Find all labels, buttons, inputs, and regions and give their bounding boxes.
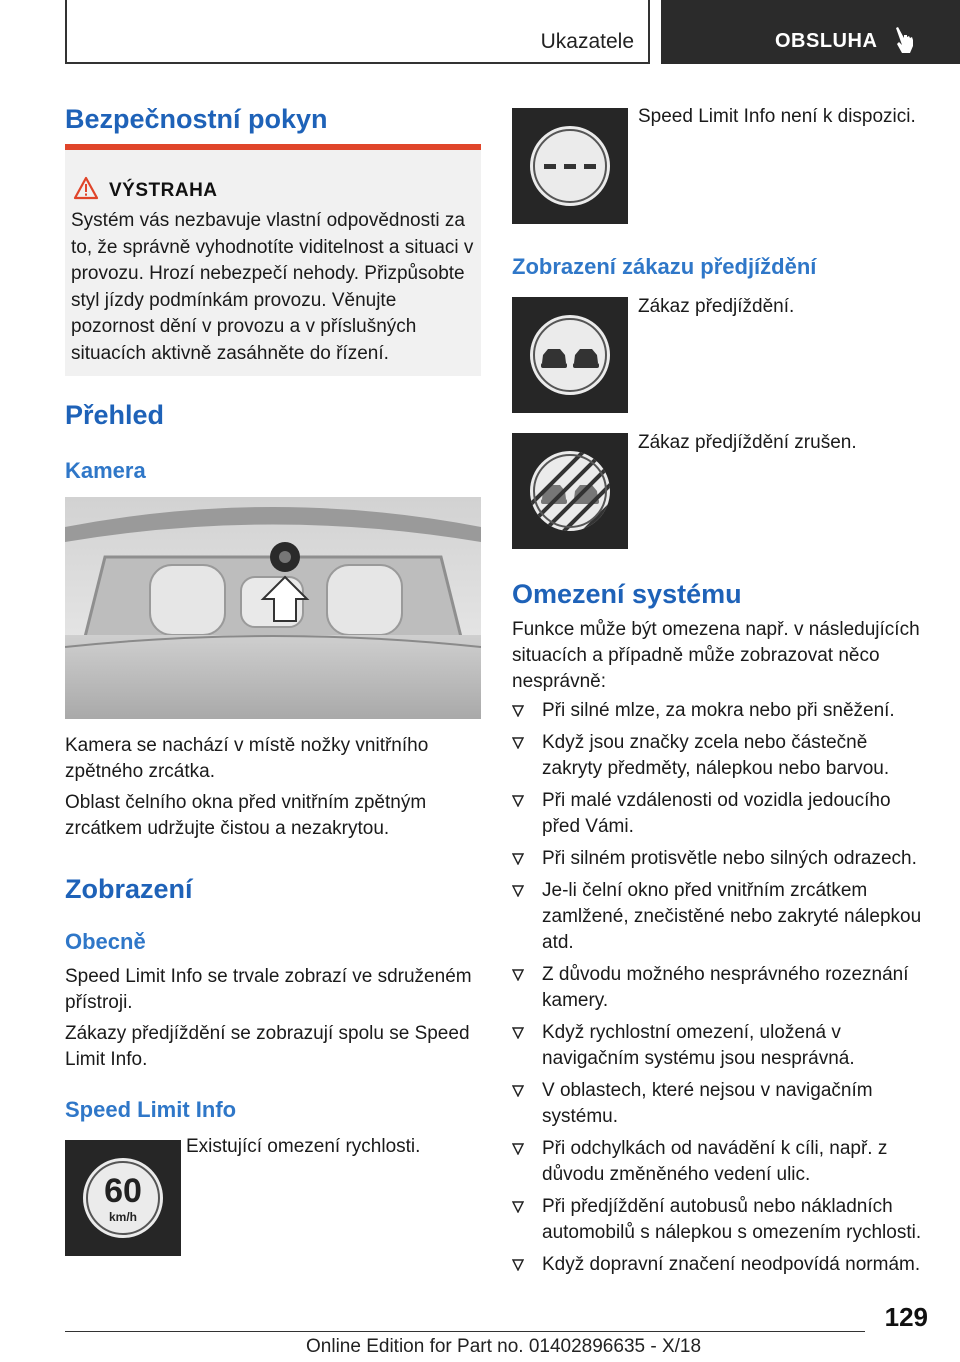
list-item: Je-li čelní okno před vnitřním zrcátkem zamlžené, znečistěné nebo zakryté nálepkou atd.: [512, 878, 922, 956]
sign-speed-value: 60: [104, 1172, 142, 1210]
general-title: Obecně: [65, 929, 146, 954]
camera-location-photo: [65, 497, 481, 719]
pointing-hand-icon: [893, 26, 915, 54]
speed-limit-unavailable-sign: [512, 108, 628, 224]
list-item: V oblastech, které nejsou v navigačním systému.: [512, 1078, 922, 1130]
triangle-bullet-icon: [512, 853, 524, 865]
overtaking-title: Zobrazení zákazu předjíždění: [512, 254, 817, 279]
list-item: Když dopravní značení neodpovídá normám.: [512, 1252, 922, 1278]
car-interior-illustration: [65, 497, 481, 719]
list-item: Při silné mlze, za mokra nebo při sněžení.: [512, 698, 922, 724]
list-item: Když rychlostní omezení, uložená v navigačním systému jsou nesprávná.: [512, 1020, 922, 1072]
system-limits-intro: Funkce může být omezena např. v následujících situacích a případně může zobrazovat něco nesprávně:: [512, 619, 920, 692]
section-tab: [65, 0, 650, 64]
display-title: Zobrazení: [65, 874, 193, 904]
warning-triangle-icon: [73, 176, 99, 200]
triangle-bullet-icon: [512, 1201, 524, 1213]
triangle-bullet-icon: [512, 705, 524, 717]
triangle-bullet-icon: [512, 1085, 524, 1097]
triangle-bullet-icon: [512, 1027, 524, 1039]
warning-label: VÝSTRAHA: [109, 180, 218, 201]
general-paragraph-1: Speed Limit Info se trvale zobrazí ve sdruženém přístroji.: [65, 966, 472, 1013]
camera-paragraph-1: Kamera se nachází v místě nožky vnitřního zpětného zrcátka.: [65, 735, 429, 782]
triangle-bullet-icon: [512, 737, 524, 749]
overview-title: Přehled: [65, 400, 165, 430]
triangle-bullet-icon: [512, 885, 524, 897]
system-limits-list: [512, 698, 922, 1284]
unavailable-caption: Speed Limit Info není k dispozici.: [638, 106, 916, 127]
list-item: Při malé vzdálenosti od vozidla jedoucího před Vámi.: [512, 788, 922, 840]
system-limits-title: Omezení systému: [512, 579, 742, 609]
no-overtaking-caption: Zákaz předjíždění.: [638, 296, 795, 317]
edition-note: Online Edition for Part no. 01402896635 - X/18: [306, 1336, 702, 1357]
chapter-label: OBSLUHA: [775, 30, 878, 52]
triangle-bullet-icon: [512, 969, 524, 981]
speed-limit-60-sign: [65, 1140, 181, 1256]
camera-paragraph-2: Oblast čelního okna před vnitřním zpětným zrcátkem udržujte čistou a nezakrytou.: [65, 792, 427, 839]
no-overtaking-sign: [512, 297, 628, 413]
list-item: Při odchylkách od navádění k cíli, např. z důvodu změněného vedení ulic.: [512, 1136, 922, 1188]
warning-box: [65, 144, 481, 376]
speed-limit-caption: Existující omezení rychlosti.: [186, 1136, 421, 1157]
chapter-tab: [661, 0, 960, 64]
triangle-bullet-icon: [512, 1259, 524, 1271]
footer-divider: [65, 1331, 865, 1332]
end-no-overtaking-caption: Zákaz předjíždění zrušen.: [638, 432, 857, 453]
page-header: [65, 0, 960, 64]
list-item: Z důvodu možného nesprávného rozeznání kamery.: [512, 962, 922, 1014]
section-label: Ukazatele: [540, 30, 634, 53]
safety-title: Bezpečnostní pokyn: [65, 104, 328, 134]
general-paragraph-2: Zákazy předjíždění se zobrazují spolu se Speed Limit Info.: [65, 1023, 470, 1070]
list-item: Při silném protisvětle nebo silných odrazech.: [512, 846, 922, 872]
speed-limit-info-title: Speed Limit Info: [65, 1097, 237, 1122]
triangle-bullet-icon: [512, 795, 524, 807]
page-number: 129: [884, 1302, 928, 1332]
end-no-overtaking-sign: [512, 433, 628, 549]
triangle-bullet-icon: [512, 1143, 524, 1155]
warning-text: Systém vás nezbavuje vlastní odpovědnosti za to, že správně vyhodnotíte viditelnost a situaci v provozu. Hrozí nebezpečí nehody. Přizpůsobte styl jízdy podmínkám provozu. Věnujte pozornost dění v provozu a v příslušných situacích aktivně zasáhněte do řízení.: [71, 210, 474, 364]
camera-title: Kamera: [65, 458, 146, 483]
sign-speed-unit: km/h: [108, 1210, 137, 1224]
list-item: Při předjíždění autobusů nebo nákladních automobilů s nálepkou s omezením rychlosti.: [512, 1194, 922, 1246]
list-item: Když jsou značky zcela nebo částečně zakryty předměty, nálepkou nebo barvou.: [512, 730, 922, 782]
